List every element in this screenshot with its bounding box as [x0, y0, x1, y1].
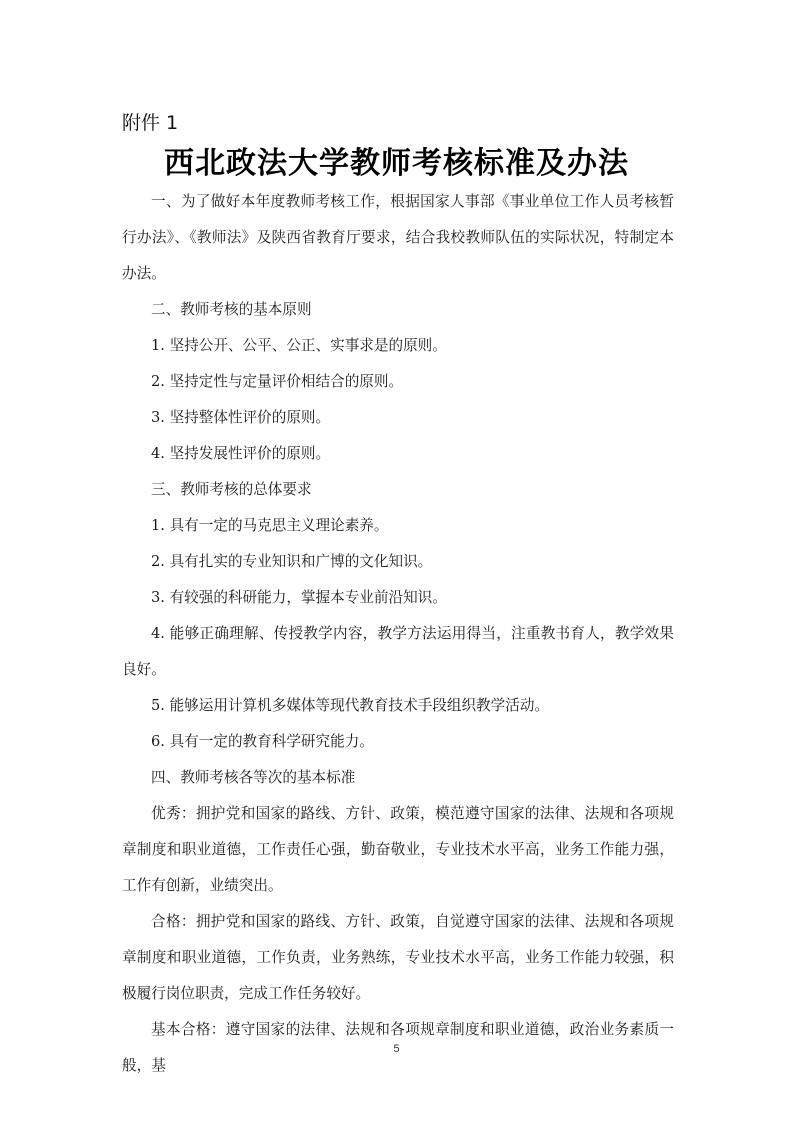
list-item: 4. 能够正确理解、传授教学内容，教学方法运用得当，注重教书育人，教学效果良好。 [122, 625, 674, 678]
document-title: 西北政法大学教师考核标准及办法 [164, 146, 629, 181]
section-heading: 二、教师考核的基本原则 [151, 301, 312, 318]
list-item: 3. 有较强的科研能力，掌握本专业前沿知识。 [151, 589, 447, 606]
page-number: 5 [393, 1043, 400, 1055]
paragraph: 优秀：拥护党和国家的路线、方针、政策，模范遵守国家的法律、法规和各项规章制度和职业道德，工作责任心强，勤奋敬业，专业技术水平高，业务工作能力强，工作有创新，业绩突出。 [122, 805, 674, 894]
list-item: 4. 坚持发展性评价的原则。 [151, 445, 331, 462]
list-item: 1. 坚持公开、公平、公正、实事求是的原则。 [151, 337, 447, 354]
list-item: 2. 具有扎实的专业知识和广博的文化知识。 [151, 553, 433, 570]
attachment-label: 附件 1 [122, 112, 179, 134]
paragraph: 合格：拥护党和国家的路线、方针、政策，自觉遵守国家的法律、法规和各项规章制度和职业道德，工作负责，业务熟练，专业技术水平高，业务工作能力较强，积极履行岗位职责，完成工作任务较好。 [122, 913, 674, 1002]
list-item: 6. 具有一定的教育科学研究能力。 [151, 733, 374, 750]
paragraph: 一、为了做好本年度教师考核工作，根据国家人事部《事业单位工作人员考核暂行办法》、《教师法》及陕西省教育厅要求，结合我校教师队伍的实际状况，特制定本办法。 [122, 193, 674, 282]
section-heading: 四、教师考核各等次的基本标准 [151, 769, 356, 786]
list-item: 5. 能够运用计算机多媒体等现代教育技术手段组织教学活动。 [151, 697, 550, 714]
list-item: 3. 坚持整体性评价的原则。 [151, 409, 331, 426]
list-item: 1. 具有一定的马克思主义理论素养。 [151, 517, 389, 534]
section-heading: 三、教师考核的总体要求 [151, 481, 312, 498]
list-item: 2. 坚持定性与定量评价相结合的原则。 [151, 373, 404, 390]
paragraph: 基本合格：遵守国家的法律、法规和各项规章制度和职业道德，政治业务素质一般，基 [122, 1021, 674, 1074]
document-body [122, 184, 674, 1084]
